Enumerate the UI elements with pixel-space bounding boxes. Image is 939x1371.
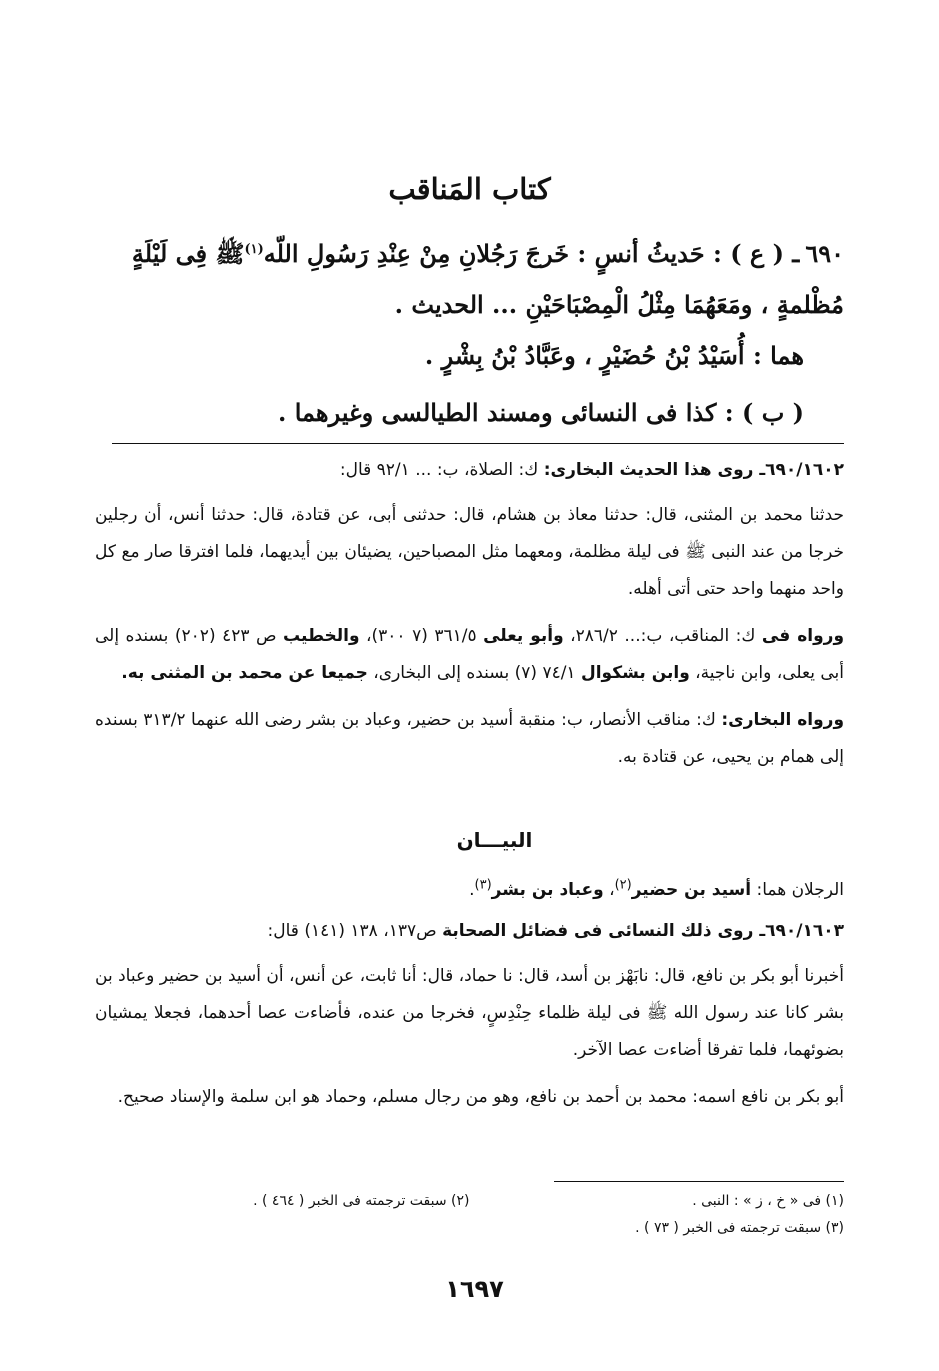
commentary [95,452,844,776]
footnote-row-1 [95,1188,844,1215]
takhrij-2-ref: ص١٣٧، ١٣٨ (١٤١) قال: [267,921,443,941]
bayan-t1: الرجلان هما: [751,880,844,900]
entry-number: ٦٩٠ [805,239,844,268]
bayan-title: البيـــان [456,828,533,852]
rawah-1-abu-yala: وأبو يعلى [483,626,564,646]
isnad-note: أبو بكر بن نافع اسمه: محمد بن أحمد بن نافع، وهو من رجال مسلم، وحماد هو ابن سلمة والإسناد صحيح. [117,1087,844,1107]
hadith-entry [95,228,844,438]
rawah-1-lead: ورواه فى [761,626,845,646]
entry-line-1 [95,228,844,279]
rawah-2-lead: ورواه البخارى: [721,710,845,730]
footnote-2: (٢) سبقت ترجمته فى الخبر ( ٤٦٤ ) . [253,1193,470,1209]
entry-line-3: هما : أُسَيْدُ بْنُ حُضَيْرٍ ، وعَبَّادُ بْنُ بِشْرٍ . [424,341,804,370]
bayan-name-2: وعباد بن بشر [491,880,604,900]
rawah-1-b4: جميعا عن محمد بن المثنى به. [121,663,368,683]
bayan-t3: . [469,880,475,900]
takhrij-1-text: حدثنا محمد بن المثنى، قال: حدثنا معاذ بن هشام، قال: حدثنى أبى، عن قتادة، قال: حدثنا أنس، أن رجلين خرجا من عند النبى ﷺ فى ليلة مظلمة، ومعهما مثل المصباحين، يضيئان بين أيديهما، فلما افترقا صار مع كل واحد منهما واحد حتى أتى أهله. [95,505,844,599]
takhrij-1-lead: ٦٩٠/١٦٠٢ـ روى هذا الحديث البخارى: [543,460,844,480]
rawah-1-t1: ك: المناقب، ب:... ٢٨٦/٢، [563,626,762,646]
takhrij-2-lead: ٦٩٠/١٦٠٣ـ روى ذلك النسائى فى فضائل الصحابة [442,921,844,941]
footnote-row-2 [95,1215,844,1242]
rawah-1-t3: ص ٤٢٣ (٢٠٢) بسنده إلى أبى يعلى، وابن ناجية، [95,626,844,683]
entry-line-1-end: ﷺ فِى لَيْلَةٍ [131,239,245,268]
rawah-1-khatib: والخطيب [283,626,360,646]
page-number: ١٦٩٧ [445,1275,504,1303]
footnotes [95,1188,844,1242]
footnote-marker-2: (٢) [614,877,632,893]
footnote-3: (٣) سبقت ترجمته فى الخبر ( ٧٣ ) . [635,1220,844,1236]
rawah-2-text: ك: مناقب الأنصار، ب: منقبة أسيد بن حضير، وعباد بن بشر رضى الله عنهما ٣١٣/٢ بسنده إلى همام بن يحيى، عن قتادة به. [95,710,844,767]
entry-line-2: مُظْلمةٍ ، ومَعَهُمَا مِثْلُ الْمِصْبَاحَيْنِ ... الحديث . [394,290,844,319]
rawah-1 [95,618,844,692]
takhrij-1-ref: ك: الصلاة، ب: ... ٩٢/١ قال: [339,460,544,480]
separator-rule [112,443,844,444]
rawah-1-bashkuwal: وابن بشكوال [580,663,690,683]
rawah-1-t2: ٣٦١/٥ (٧ ٣٠٠)، [359,626,484,646]
entry-line-1-text: ـ ( ع ) : حَديثُ أنسٍ : خَرجَ رَجُلانِ مِنْ عِنْدِ رَسُولِ اللّه [263,239,800,268]
bayan-section [95,872,844,1116]
takhrij-2-heading [95,913,844,950]
bayan-name-1: أسيد بن حضير [631,880,752,900]
rawah-1-t4: ٧٤/١ (٧) بسنده إلى البخارى، [367,663,581,683]
footnote-rule [554,1181,844,1182]
bayan-line [95,872,844,909]
rawah-2 [95,702,844,776]
bayan-t2: ، [603,880,615,900]
entry-line-4: ( ب ) : كذا فى النسائى ومسند الطيالسى وغيرهما . [278,398,804,427]
footnote-1: (١) فى « خ ، ز » : النبى . [692,1193,844,1209]
chapter-title: كتاب المَناقب [388,172,551,206]
footnote-marker-1: (١) [244,242,264,257]
takhrij-1-heading [95,452,844,489]
footnote-marker-3: (٣) [474,877,492,893]
takhrij-2-text: أخبرنا أبو بكر بن نافع، قال: نابَهْز بن أسد، قال: نا حماد، قال: أنا ثابت، عن أنس، أن أسيد بن حضير وعباد بن بشر كانا عند رسول الله ﷺ فى ليلة ظلماء حِنْدِسٍ، فخرجا من عنده، فأضاءت عصا أحدهما، فجعلا يمشيان بضوئهما، فلما تفرقا أضاءت عصا الآخر. [95,966,844,1060]
footnote-empty [95,1215,470,1242]
